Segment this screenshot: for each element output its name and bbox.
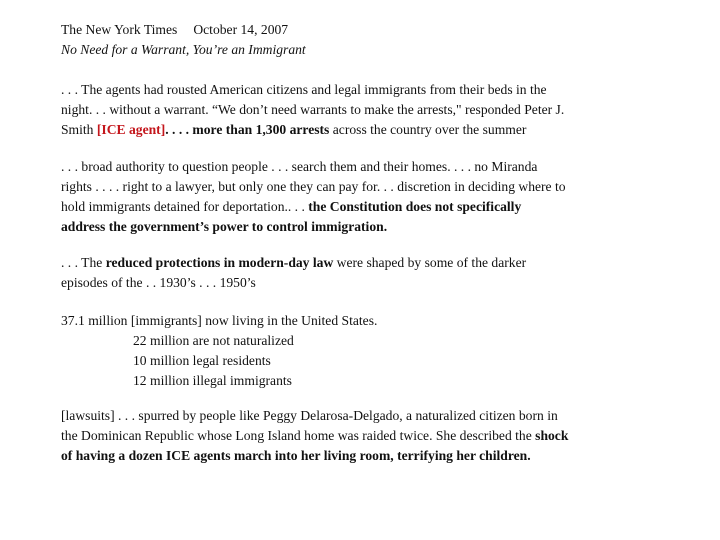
- text-span: the Dominican Republic whose Long Island home was raided twice. She described the: [61, 428, 536, 443]
- highlight-ice-agent: [ICE agent]: [96, 122, 166, 137]
- article-date: October 14, 2007: [193, 22, 289, 37]
- stat-not-naturalized: 22 million are not naturalized: [133, 333, 294, 348]
- emphasis-reduced-protections: reduced protections in modern-day law: [105, 255, 334, 270]
- paragraph-1: [61, 80, 701, 140]
- paragraph-5: [61, 406, 701, 466]
- stat-illegal-immigrants: 12 million illegal immigrants: [133, 373, 292, 388]
- paragraph-2: [61, 157, 701, 237]
- stat-legal-residents: 10 million legal residents: [133, 353, 271, 368]
- text-line: of having a dozen ICE agents march into her living room, terrifying her children.: [61, 448, 531, 463]
- text-line: [61, 426, 701, 446]
- text-span: were shaped by some of the darker: [333, 255, 527, 270]
- text-line: [61, 253, 701, 273]
- text-line: [61, 120, 701, 140]
- text-line: address the government’s power to control immigration.: [61, 219, 388, 234]
- text-span: across the country over the summer: [329, 122, 527, 137]
- source-name: The New York Times: [61, 22, 178, 37]
- text-line: rights . . . . right to a lawyer, but only one they can pay for. . . discretion in deciding where to: [61, 179, 566, 194]
- text-span: . . . The: [61, 255, 106, 270]
- text-line: [lawsuits] . . . spurred by people like Peggy Delarosa-Delgado, a naturalized citizen born in: [61, 408, 558, 423]
- emphasis-arrests: more than 1,300 arrests: [192, 122, 330, 137]
- emphasis-shock: shock: [535, 428, 569, 443]
- stat-total: 37.1 million [immigrants] now living in the United States.: [61, 313, 378, 328]
- text-line: . . . broad authority to question people . . . search them and their homes. . . . no Miranda: [61, 159, 538, 174]
- emphasis-constitution: the Constitution does not specifically: [308, 199, 522, 214]
- text-line: [61, 197, 701, 217]
- headline: No Need for a Warrant, You’re an Immigrant: [61, 42, 306, 57]
- text-span: hold immigrants detained for deportation.. . .: [61, 199, 309, 214]
- paragraph-3: [61, 253, 701, 293]
- text-line: episodes of the . . 1930’s . . . 1950’s: [61, 275, 256, 290]
- source-line: [61, 20, 701, 40]
- text-line: night. . . without a warrant. “We don’t need warrants to make the arrests," responded Peter J.: [61, 102, 565, 117]
- article-header: [61, 20, 701, 60]
- immigration-stats: [61, 311, 701, 391]
- text-line: . . . The agents had rousted American citizens and legal immigrants from their beds in the: [61, 82, 547, 97]
- text-span: . . . .: [165, 122, 193, 137]
- text-span: Smith: [61, 122, 97, 137]
